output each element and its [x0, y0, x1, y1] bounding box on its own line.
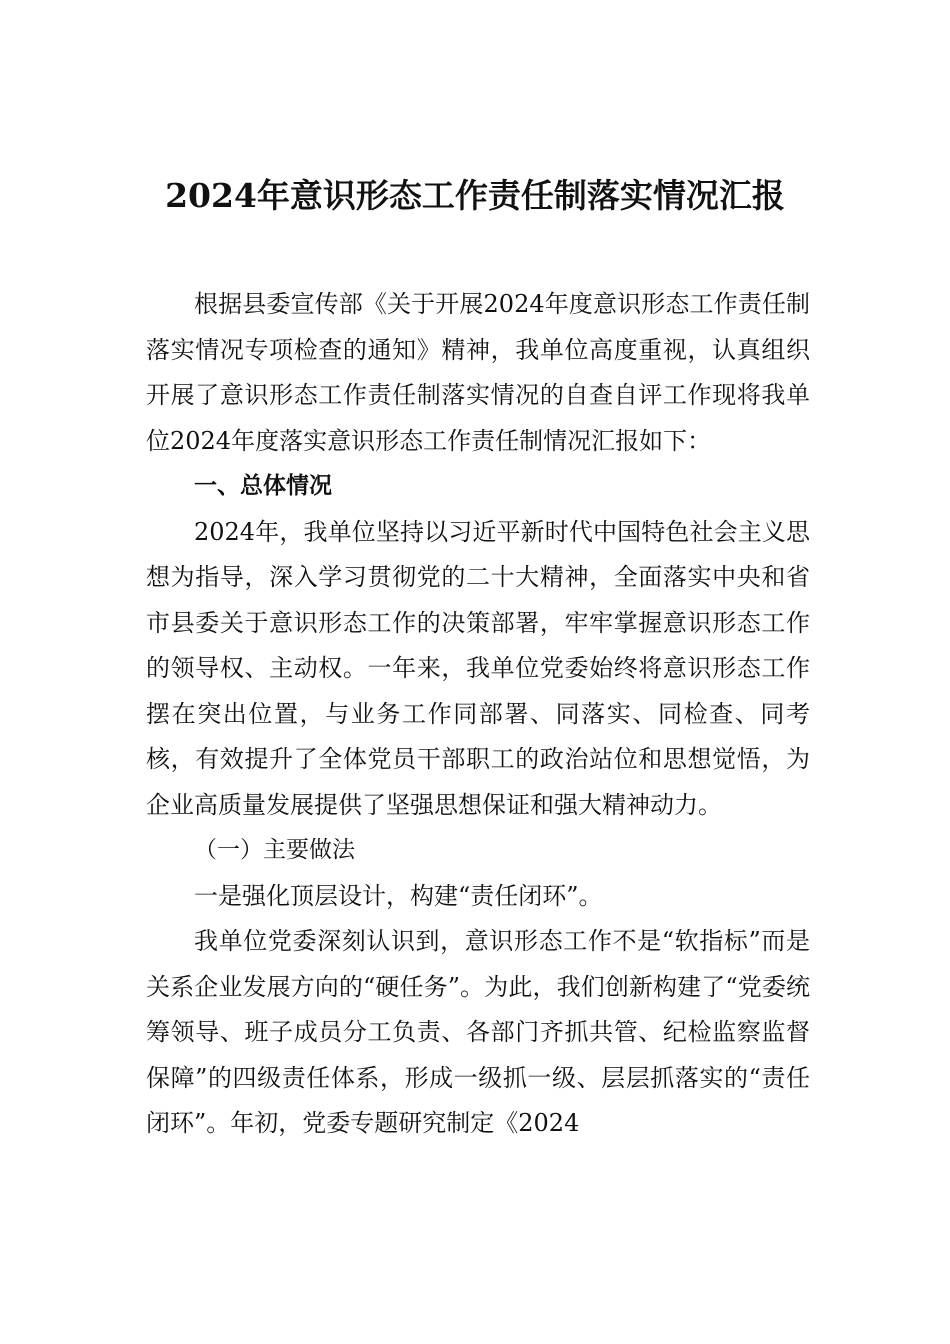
point-paragraph-responsibility-loop: 我单位党委深刻认识到，意识形态工作不是“软指标”而是关系企业发展方向的“硬任务”。为此，我们创新构建了“党委统筹领导、班子成员分工负责、各部门齐抓共管、纪检监察监督保障”的四级责任体系，形成一级抓一级、层层抓落实的“责任闭环”。年初，党委专题研究制定《2024: [146, 927, 810, 1137]
point-heading-top-level-design: 一是强化顶层设计，构建“责任闭环”。: [194, 881, 603, 910]
document-body: [146, 282, 810, 1147]
section-heading-overview: 一、总体情况: [194, 473, 332, 499]
overview-paragraph: 2024年，我单位坚持以习近平新时代中国特色社会主义思想为指导，深入学习贯彻党的二十大精神，全面落实中央和省市县委关于意识形态工作的决策部署，牢牢掌握意识形态工作的领导权、主动权。一年来，我单位党委始终将意识形态工作摆在突出位置，与业务工作同部署、同落实、同检查、同考核，有效提升了全体党员干部职工的政治站位和思想觉悟，为企业高质量发展提供了坚强思想保证和强大精神动力。: [146, 517, 810, 819]
subsection-heading-main-practices: （一）主要做法: [194, 837, 355, 863]
document-title: 2024年意识形态工作责任制落实情况汇报: [165, 176, 785, 215]
intro-paragraph: 根据县委宣传部《关于开展2024年度意识形态工作责任制落实情况专项检查的通知》精神，我单位高度重视，认真组织开展了意识形态工作责任制落实情况的自查自评工作现将我单位2024年度落实意识形态工作责任制情况汇报如下：: [146, 290, 810, 455]
